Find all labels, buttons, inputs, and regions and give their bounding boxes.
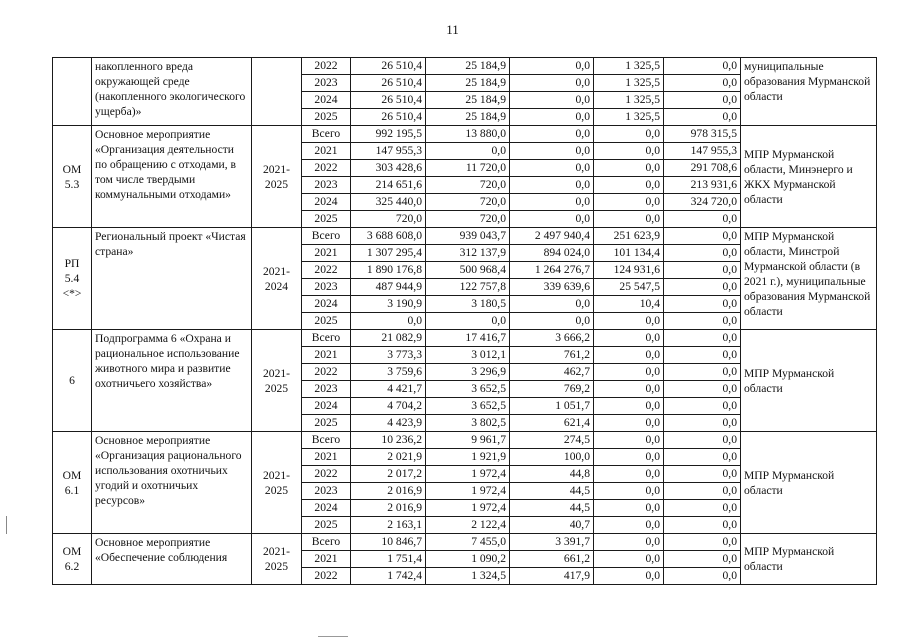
- amount-cell: 339 639,6: [510, 279, 594, 296]
- row-name-cell: Основное мероприятие «Организация деятельности по обращению с отходами, в том числе твердыми коммунальными отходами»: [92, 126, 252, 228]
- year-cell: 2021: [302, 449, 351, 466]
- amount-cell: 0,0: [664, 92, 741, 109]
- year-cell: 2023: [302, 177, 351, 194]
- year-cell: Всего: [302, 534, 351, 551]
- scan-mark-bottom: [318, 636, 348, 637]
- row-code-cell: РП 5.4 <*>: [53, 228, 92, 330]
- amount-cell: 303 428,6: [351, 160, 426, 177]
- table-row: [53, 432, 877, 449]
- amount-cell: 0,0: [664, 483, 741, 500]
- amount-cell: 3 190,9: [351, 296, 426, 313]
- amount-cell: 10,4: [594, 296, 664, 313]
- page-number: 11: [446, 22, 459, 37]
- scan-mark-left: [6, 516, 7, 534]
- amount-cell: 0,0: [594, 398, 664, 415]
- amount-cell: 3 759,6: [351, 364, 426, 381]
- amount-cell: 0,0: [510, 126, 594, 143]
- amount-cell: 3 296,9: [426, 364, 510, 381]
- funding-table: [52, 57, 877, 585]
- amount-cell: 894 024,0: [510, 245, 594, 262]
- amount-cell: 0,0: [664, 296, 741, 313]
- amount-cell: 2 163,1: [351, 517, 426, 534]
- year-cell: Всего: [302, 228, 351, 245]
- amount-cell: 0,0: [664, 432, 741, 449]
- table-row: [53, 330, 877, 347]
- amount-cell: 0,0: [510, 109, 594, 126]
- amount-cell: 0,0: [664, 211, 741, 228]
- amount-cell: 1 972,4: [426, 466, 510, 483]
- year-cell: 2022: [302, 466, 351, 483]
- row-name-cell: Подпрограмма 6 «Охрана и рациональное использование животного мира и развитие охотничьего хозяйства»: [92, 330, 252, 432]
- year-cell: 2023: [302, 381, 351, 398]
- amount-cell: 1 325,5: [594, 75, 664, 92]
- amount-cell: 40,7: [510, 517, 594, 534]
- amount-cell: 26 510,4: [351, 109, 426, 126]
- amount-cell: 0,0: [351, 313, 426, 330]
- executor-cell: МПР Мурманской области, Минэнерго и ЖКХ Мурманской области: [741, 126, 877, 228]
- year-cell: 2023: [302, 483, 351, 500]
- amount-cell: 25 184,9: [426, 109, 510, 126]
- amount-cell: 0,0: [510, 313, 594, 330]
- amount-cell: 213 931,6: [664, 177, 741, 194]
- amount-cell: 500 968,4: [426, 262, 510, 279]
- amount-cell: 1 324,5: [426, 568, 510, 585]
- amount-cell: 0,0: [664, 262, 741, 279]
- row-name-cell: Основное мероприятие «Организация рационального использования охотничьих угодий и охотничьих ресурсов»: [92, 432, 252, 534]
- amount-cell: 101 134,4: [594, 245, 664, 262]
- row-period-cell: 2021-2024: [252, 228, 302, 330]
- amount-cell: 0,0: [664, 364, 741, 381]
- amount-cell: 312 137,9: [426, 245, 510, 262]
- row-code-cell: ОМ 6.2: [53, 534, 92, 585]
- amount-cell: 9 961,7: [426, 432, 510, 449]
- amount-cell: 1 751,4: [351, 551, 426, 568]
- amount-cell: 2 017,2: [351, 466, 426, 483]
- table-row: [53, 126, 877, 143]
- amount-cell: 26 510,4: [351, 58, 426, 75]
- amount-cell: 2 497 940,4: [510, 228, 594, 245]
- year-cell: 2021: [302, 245, 351, 262]
- amount-cell: 0,0: [426, 313, 510, 330]
- table-row: [53, 58, 877, 75]
- amount-cell: 0,0: [594, 347, 664, 364]
- amount-cell: 25 547,5: [594, 279, 664, 296]
- row-period-cell: [252, 58, 302, 126]
- amount-cell: 0,0: [594, 126, 664, 143]
- year-cell: Всего: [302, 330, 351, 347]
- executor-cell: МПР Мурманской области, Минстрой Мурманской области (в 2021 г.), муниципальные образования Мурманской области: [741, 228, 877, 330]
- row-period-cell: 2021-2025: [252, 126, 302, 228]
- executor-cell: муниципальные образования Мурманской области: [741, 58, 877, 126]
- amount-cell: 0,0: [594, 143, 664, 160]
- amount-cell: 0,0: [664, 568, 741, 585]
- amount-cell: 0,0: [594, 466, 664, 483]
- amount-cell: 0,0: [664, 517, 741, 534]
- amount-cell: 720,0: [426, 177, 510, 194]
- amount-cell: 4 423,9: [351, 415, 426, 432]
- amount-cell: 147 955,3: [664, 143, 741, 160]
- amount-cell: 769,2: [510, 381, 594, 398]
- amount-cell: 100,0: [510, 449, 594, 466]
- amount-cell: 251 623,9: [594, 228, 664, 245]
- amount-cell: 3 012,1: [426, 347, 510, 364]
- amount-cell: 214 651,6: [351, 177, 426, 194]
- amount-cell: 0,0: [594, 381, 664, 398]
- amount-cell: 4 421,7: [351, 381, 426, 398]
- amount-cell: 44,8: [510, 466, 594, 483]
- amount-cell: 978 315,5: [664, 126, 741, 143]
- amount-cell: 1 325,5: [594, 58, 664, 75]
- amount-cell: 939 043,7: [426, 228, 510, 245]
- amount-cell: 0,0: [664, 279, 741, 296]
- amount-cell: 26 510,4: [351, 92, 426, 109]
- amount-cell: 3 666,2: [510, 330, 594, 347]
- amount-cell: 1 090,2: [426, 551, 510, 568]
- table-row: [53, 228, 877, 245]
- row-period-cell: 2021-2025: [252, 330, 302, 432]
- amount-cell: 0,0: [664, 415, 741, 432]
- amount-cell: 0,0: [594, 483, 664, 500]
- year-cell: 2021: [302, 143, 351, 160]
- amount-cell: 1 325,5: [594, 109, 664, 126]
- amount-cell: 0,0: [664, 58, 741, 75]
- amount-cell: 25 184,9: [426, 58, 510, 75]
- amount-cell: 0,0: [664, 466, 741, 483]
- amount-cell: 122 757,8: [426, 279, 510, 296]
- amount-cell: 0,0: [594, 551, 664, 568]
- amount-cell: 0,0: [664, 500, 741, 517]
- amount-cell: 0,0: [594, 364, 664, 381]
- year-cell: Всего: [302, 126, 351, 143]
- amount-cell: 992 195,5: [351, 126, 426, 143]
- amount-cell: 0,0: [594, 415, 664, 432]
- amount-cell: 0,0: [594, 211, 664, 228]
- year-cell: 2023: [302, 75, 351, 92]
- amount-cell: 13 880,0: [426, 126, 510, 143]
- amount-cell: 3 773,3: [351, 347, 426, 364]
- amount-cell: 10 236,2: [351, 432, 426, 449]
- amount-cell: 4 704,2: [351, 398, 426, 415]
- amount-cell: 0,0: [594, 517, 664, 534]
- amount-cell: 3 180,5: [426, 296, 510, 313]
- amount-cell: 17 416,7: [426, 330, 510, 347]
- amount-cell: 720,0: [426, 211, 510, 228]
- amount-cell: 0,0: [664, 347, 741, 364]
- amount-cell: 11 720,0: [426, 160, 510, 177]
- amount-cell: 621,4: [510, 415, 594, 432]
- year-cell: 2024: [302, 398, 351, 415]
- amount-cell: 0,0: [510, 143, 594, 160]
- year-cell: 2021: [302, 347, 351, 364]
- amount-cell: 2 021,9: [351, 449, 426, 466]
- amount-cell: 0,0: [510, 92, 594, 109]
- amount-cell: 25 184,9: [426, 75, 510, 92]
- amount-cell: 147 955,3: [351, 143, 426, 160]
- amount-cell: 0,0: [510, 177, 594, 194]
- amount-cell: 2 016,9: [351, 483, 426, 500]
- amount-cell: 720,0: [426, 194, 510, 211]
- row-period-cell: 2021-2025: [252, 432, 302, 534]
- executor-cell: МПР Мурманской области: [741, 432, 877, 534]
- year-cell: 2025: [302, 415, 351, 432]
- year-cell: 2022: [302, 160, 351, 177]
- amount-cell: 761,2: [510, 347, 594, 364]
- year-cell: 2022: [302, 364, 351, 381]
- amount-cell: 124 931,6: [594, 262, 664, 279]
- amount-cell: 0,0: [510, 160, 594, 177]
- amount-cell: 0,0: [510, 194, 594, 211]
- row-code-cell: [53, 58, 92, 126]
- amount-cell: 0,0: [664, 398, 741, 415]
- row-code-cell: ОМ 5.3: [53, 126, 92, 228]
- year-cell: 2025: [302, 211, 351, 228]
- amount-cell: 661,2: [510, 551, 594, 568]
- row-code-cell: ОМ 6.1: [53, 432, 92, 534]
- executor-cell: МПР Мурманской области: [741, 330, 877, 432]
- amount-cell: 2 016,9: [351, 500, 426, 517]
- amount-cell: 3 652,5: [426, 381, 510, 398]
- amount-cell: 26 510,4: [351, 75, 426, 92]
- amount-cell: 0,0: [594, 330, 664, 347]
- amount-cell: 7 455,0: [426, 534, 510, 551]
- amount-cell: 1 264 276,7: [510, 262, 594, 279]
- amount-cell: 1 921,9: [426, 449, 510, 466]
- amount-cell: 0,0: [594, 449, 664, 466]
- amount-cell: 0,0: [664, 330, 741, 347]
- year-cell: 2022: [302, 262, 351, 279]
- amount-cell: 1 972,4: [426, 500, 510, 517]
- year-cell: 2023: [302, 279, 351, 296]
- amount-cell: 0,0: [510, 75, 594, 92]
- amount-cell: 44,5: [510, 500, 594, 517]
- year-cell: 2022: [302, 568, 351, 585]
- amount-cell: 21 082,9: [351, 330, 426, 347]
- year-cell: Всего: [302, 432, 351, 449]
- amount-cell: 1 742,4: [351, 568, 426, 585]
- amount-cell: 3 688 608,0: [351, 228, 426, 245]
- year-cell: 2025: [302, 109, 351, 126]
- year-cell: 2024: [302, 500, 351, 517]
- row-name-cell: Региональный проект «Чистая страна»: [92, 228, 252, 330]
- amount-cell: 274,5: [510, 432, 594, 449]
- year-cell: 2025: [302, 313, 351, 330]
- amount-cell: 1 307 295,4: [351, 245, 426, 262]
- amount-cell: 2 122,4: [426, 517, 510, 534]
- amount-cell: 44,5: [510, 483, 594, 500]
- amount-cell: 0,0: [594, 194, 664, 211]
- amount-cell: 0,0: [664, 228, 741, 245]
- amount-cell: 3 391,7: [510, 534, 594, 551]
- amount-cell: 291 708,6: [664, 160, 741, 177]
- amount-cell: 3 652,5: [426, 398, 510, 415]
- amount-cell: 0,0: [664, 75, 741, 92]
- amount-cell: 324 720,0: [664, 194, 741, 211]
- amount-cell: 0,0: [594, 160, 664, 177]
- year-cell: 2021: [302, 551, 351, 568]
- row-period-cell: 2021-2025: [252, 534, 302, 585]
- amount-cell: 0,0: [664, 381, 741, 398]
- executor-cell: МПР Мурманской области: [741, 534, 877, 585]
- amount-cell: 0,0: [594, 177, 664, 194]
- amount-cell: 1 972,4: [426, 483, 510, 500]
- amount-cell: 0,0: [594, 500, 664, 517]
- amount-cell: 0,0: [664, 109, 741, 126]
- amount-cell: 720,0: [351, 211, 426, 228]
- amount-cell: 0,0: [510, 58, 594, 75]
- amount-cell: 1 890 176,8: [351, 262, 426, 279]
- amount-cell: 25 184,9: [426, 92, 510, 109]
- row-name-cell: накопленного вреда окружающей среде (накопленного экологического ущерба)»: [92, 58, 252, 126]
- amount-cell: 0,0: [510, 296, 594, 313]
- amount-cell: 0,0: [594, 534, 664, 551]
- amount-cell: 417,9: [510, 568, 594, 585]
- amount-cell: 0,0: [664, 449, 741, 466]
- year-cell: 2025: [302, 517, 351, 534]
- year-cell: 2024: [302, 92, 351, 109]
- amount-cell: 1 051,7: [510, 398, 594, 415]
- year-cell: 2024: [302, 194, 351, 211]
- amount-cell: 0,0: [510, 211, 594, 228]
- table-row: [53, 534, 877, 551]
- amount-cell: 1 325,5: [594, 92, 664, 109]
- amount-cell: 3 802,5: [426, 415, 510, 432]
- amount-cell: 325 440,0: [351, 194, 426, 211]
- amount-cell: 487 944,9: [351, 279, 426, 296]
- row-code-cell: 6: [53, 330, 92, 432]
- amount-cell: 0,0: [426, 143, 510, 160]
- amount-cell: 0,0: [594, 313, 664, 330]
- amount-cell: 462,7: [510, 364, 594, 381]
- amount-cell: 0,0: [664, 551, 741, 568]
- amount-cell: 10 846,7: [351, 534, 426, 551]
- amount-cell: 0,0: [664, 534, 741, 551]
- amount-cell: 0,0: [594, 432, 664, 449]
- amount-cell: 0,0: [664, 245, 741, 262]
- amount-cell: 0,0: [664, 313, 741, 330]
- year-cell: 2022: [302, 58, 351, 75]
- row-name-cell: Основное мероприятие «Обеспечение соблюдения: [92, 534, 252, 585]
- year-cell: 2024: [302, 296, 351, 313]
- amount-cell: 0,0: [594, 568, 664, 585]
